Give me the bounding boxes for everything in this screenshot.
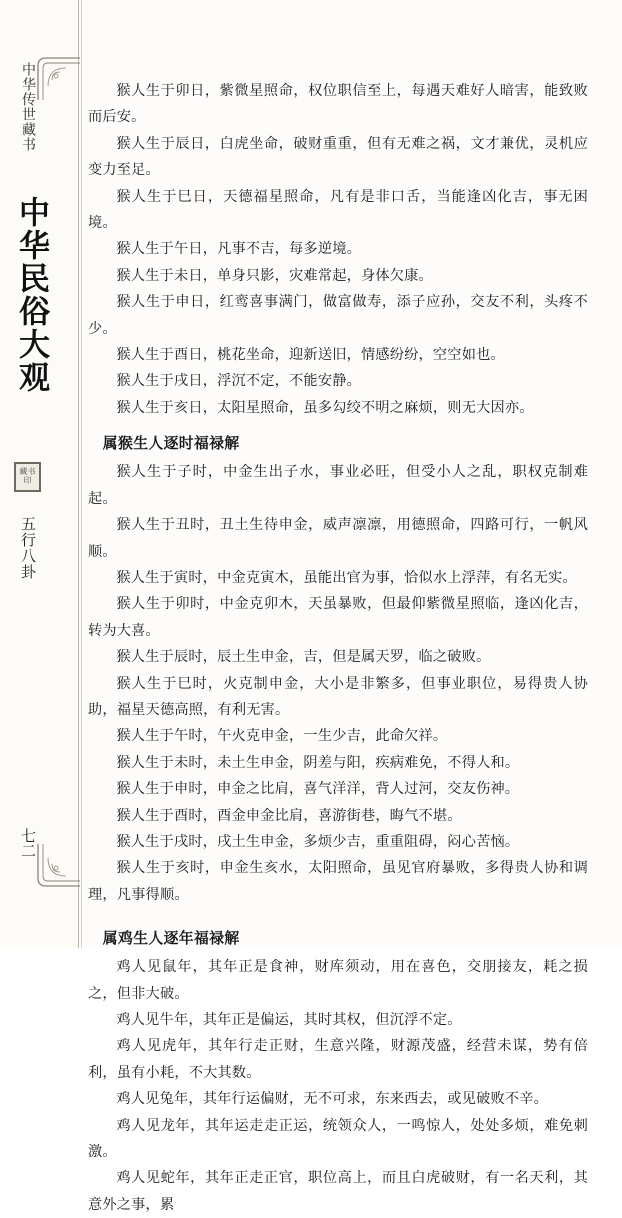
spine-rule-inner (78, 0, 79, 948)
paragraph: 鸡人见牛年，其年正是偏运，其时其权，但沉浮不定。 (116, 1012, 462, 1028)
paragraph: 猴人生于子时，中金生出子水，事业必旺，但受小人之乱，职权克制难起。 (88, 464, 588, 507)
series-title: 中华传世藏书 (20, 62, 36, 152)
paragraph: 猴人生于卯日，紫微星照命，权位职信至上，每遇天难好人暗害，能致败而后安。 (88, 83, 588, 126)
paragraph: 猴人生于酉时，酉金申金比肩，喜游街巷，晦气不堪。 (116, 807, 462, 824)
book-spine (0, 0, 82, 948)
paragraph: 猴人生于戌时，戌土生申金，多烦少吉，重重阻碍，闷心苦恼。 (116, 833, 520, 850)
spine-rule-outer (81, 0, 82, 948)
seal-stamp: 藏书印 (14, 462, 41, 492)
paragraph: 猴人生于未日，单身只影，灾难常起，身体欠康。 (116, 267, 433, 284)
paragraph: 猴人生于卯时，中金克卯木，天虽暴败，但最仰紫微星照临，逢凶化吉，转为大喜。 (88, 596, 588, 639)
page-number: 七二 (19, 828, 37, 858)
book-subtitle: 五行八卦 (19, 516, 37, 580)
section-heading-rooster-year: 属鸡生人逐年福禄解 (102, 930, 240, 948)
paragraph: 猴人生于辰时，辰土生申金，吉，但是属天罗，临之破败。 (116, 649, 491, 666)
paragraph: 猴人生于丑时，丑土生待申金，威声凛凛，用德照命，四路可行，一帆风顺。 (88, 517, 588, 560)
paragraph: 猴人生于戌日，浮沉不定，不能安静。 (116, 373, 361, 390)
section-heading-monkey-hour: 属猴生人逐时福禄解 (102, 435, 240, 453)
paragraph: 鸡人见鼠年，其年正是食神，财库须动，用在喜色，交朋接友，耗之损之，但非大破。 (88, 959, 588, 1002)
book-main-title: 中华民俗大观 (13, 196, 49, 394)
paragraph: 猴人生于巳时，火克制申金，大小是非繁多，但事业职位，易得贵人协助，福星天德高照，有利无害。 (88, 675, 588, 718)
paragraph: 猴人生于酉日，桃花坐命，迎新送旧，情感纷纷，空空如也。 (116, 347, 505, 364)
paragraph: 鸡人见虎年，其年行走正财，生意兴隆，财源茂盛，经营未谋，势有倍利，虽有小耗，不大其数。 (88, 1038, 588, 1081)
paragraph: 猴人生于辰日，白虎坐命，破财重重，但有无难之祸，文才兼优，灵机应变力至足。 (88, 135, 588, 179)
paragraph: 鸡人见兔年，其年行运偏财，无不可求，东来西去，或见破败不辛。 (116, 1091, 549, 1108)
page-body-text (88, 78, 588, 1213)
paragraph: 猴人生于午日，凡事不吉，每多逆境。 (116, 241, 361, 258)
paragraph: 鸡人见蛇年，其年正走正官，职位高上，而且白虎破财，有一名天利，其意外之事，累 (88, 1170, 588, 1213)
paragraph: 猴人生于亥时，申金生亥水，太阳照命，虽见官府暴败，多得贵人协和调理，凡事得顺。 (88, 860, 588, 903)
paragraph: 猴人生于巳日，天德福星照命，凡有是非口舌，当能逢凶化吉，事无困境。 (88, 188, 588, 232)
paragraph: 猴人生于申时，申金之比肩，喜气洋洋，背人过河，交友伤神。 (116, 781, 520, 798)
paragraph: 鸡人见龙年，其年运走走正运，统领众人，一鸣惊人，处处多烦，难免刺激。 (88, 1117, 588, 1161)
paragraph: 猴人生于未时，未土生申金，阴差与阳，疾病难免，不得人和。 (116, 754, 520, 771)
paragraph: 猴人生于午时，午火克申金，一生少吉，此命欠祥。 (116, 728, 448, 745)
paragraph: 猴人生于申日，红鸾喜事满门，做富做寿，添子应孙，交友不利，头疼不少。 (88, 294, 588, 337)
paragraph: 猴人生于亥日，太阳星照命，虽多勾绞不明之麻烦，则无大因亦。 (116, 399, 534, 416)
paragraph: 猴人生于寅时，中金克寅木，虽能出官为事，恰似水上浮萍，有名无实。 (116, 569, 577, 586)
